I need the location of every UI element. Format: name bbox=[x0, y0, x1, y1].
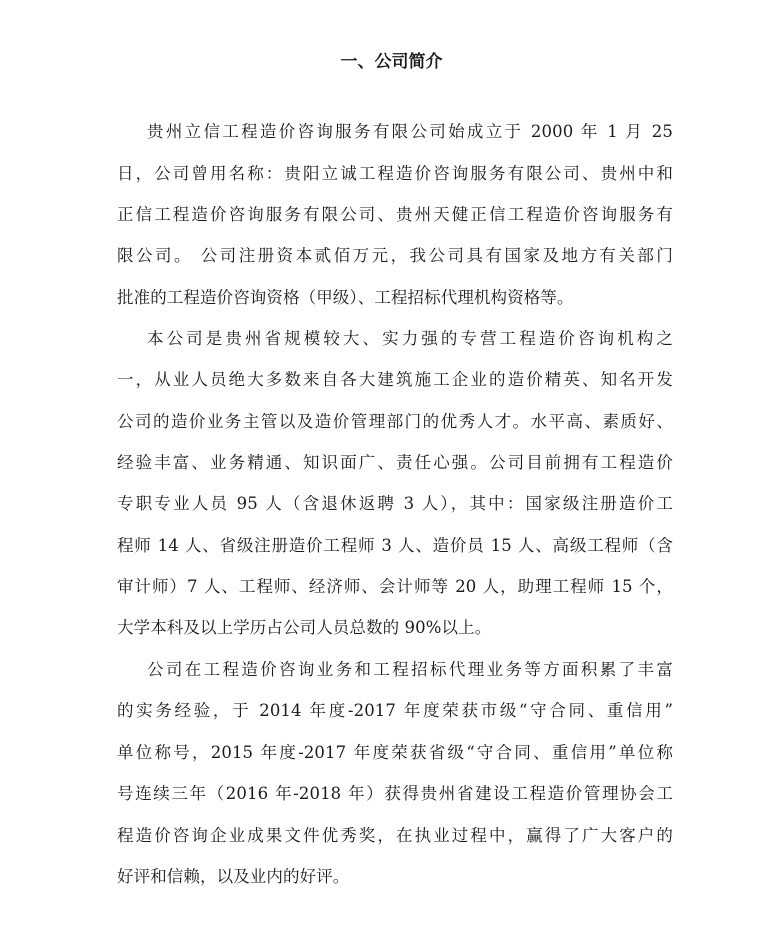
paragraph-1-line-3: 正信工程造价咨询服务有限公司、贵州天健正信工程造价咨询服务有 bbox=[117, 205, 673, 224]
paragraph-2-line-6: 程师 14 人、省级注册造价工程师 3 人、造价员 15 人、高级工程师（含 bbox=[117, 536, 673, 555]
paragraph-3-line-1: 公司在工程造价咨询业务和工程招标代理业务等方面积累了丰富 bbox=[147, 660, 673, 679]
paragraph-1-line-5: 批准的工程造价咨询资格（甲级）、工程招标代理机构资格等。 bbox=[117, 288, 574, 307]
section-title: 一、公司简介 bbox=[340, 52, 443, 72]
paragraph-2-line-7: 审计师）7 人、工程师、经济师、会计师等 20 人，助理工程师 15 个， bbox=[117, 577, 673, 596]
paragraph-3-line-2: 的实务经验，于 2014 年度-2017 年度荣获市级“守合同、重信用” bbox=[117, 701, 673, 720]
paragraph-3-line-5: 程造价咨询企业成果文件优秀奖，在执业过程中，赢得了广大客户的 bbox=[117, 826, 673, 845]
paragraph-2-line-4: 经验丰富、业务精通、知识面广、责任心强。公司目前拥有工程造价 bbox=[117, 453, 673, 472]
paragraph-2-line-8: 大学本科及以上学历占公司人员总数的 90%以上。 bbox=[117, 618, 492, 637]
paragraph-3-line-6: 好评和信赖，以及业内的好评。 bbox=[117, 867, 350, 886]
paragraph-1-line-4: 限公司。 公司注册资本贰佰万元，我公司具有国家及地方有关部门 bbox=[117, 246, 673, 265]
paragraph-2-line-5: 专职专业人员 95 人（含退休返聘 3 人），其中：国家级注册造价工 bbox=[117, 494, 673, 513]
paragraph-3-line-3: 单位称号，2015 年度-2017 年度荣获省级“守合同、重信用”单位称 bbox=[117, 743, 673, 762]
paragraph-2-line-3: 公司的造价业务主管以及造价管理部门的优秀人才。水平高、素质好、 bbox=[117, 412, 673, 431]
paragraph-1-line-1: 贵州立信工程造价咨询服务有限公司始成立于 2000 年 1 月 25 bbox=[147, 122, 673, 141]
paragraph-1-line-2: 日，公司曾用名称：贵阳立诚工程造价咨询服务有限公司、贵州中和 bbox=[117, 164, 673, 183]
paragraph-3-line-4: 号连续三年（2016 年-2018 年）获得贵州省建设工程造价管理协会工 bbox=[117, 784, 673, 803]
paragraph-2-line-1: 本公司是贵州省规模较大、实力强的专营工程造价咨询机构之 bbox=[147, 329, 673, 348]
paragraph-2-line-2: 一，从业人员绝大多数来自各大建筑施工企业的造价精英、知名开发 bbox=[117, 370, 673, 389]
